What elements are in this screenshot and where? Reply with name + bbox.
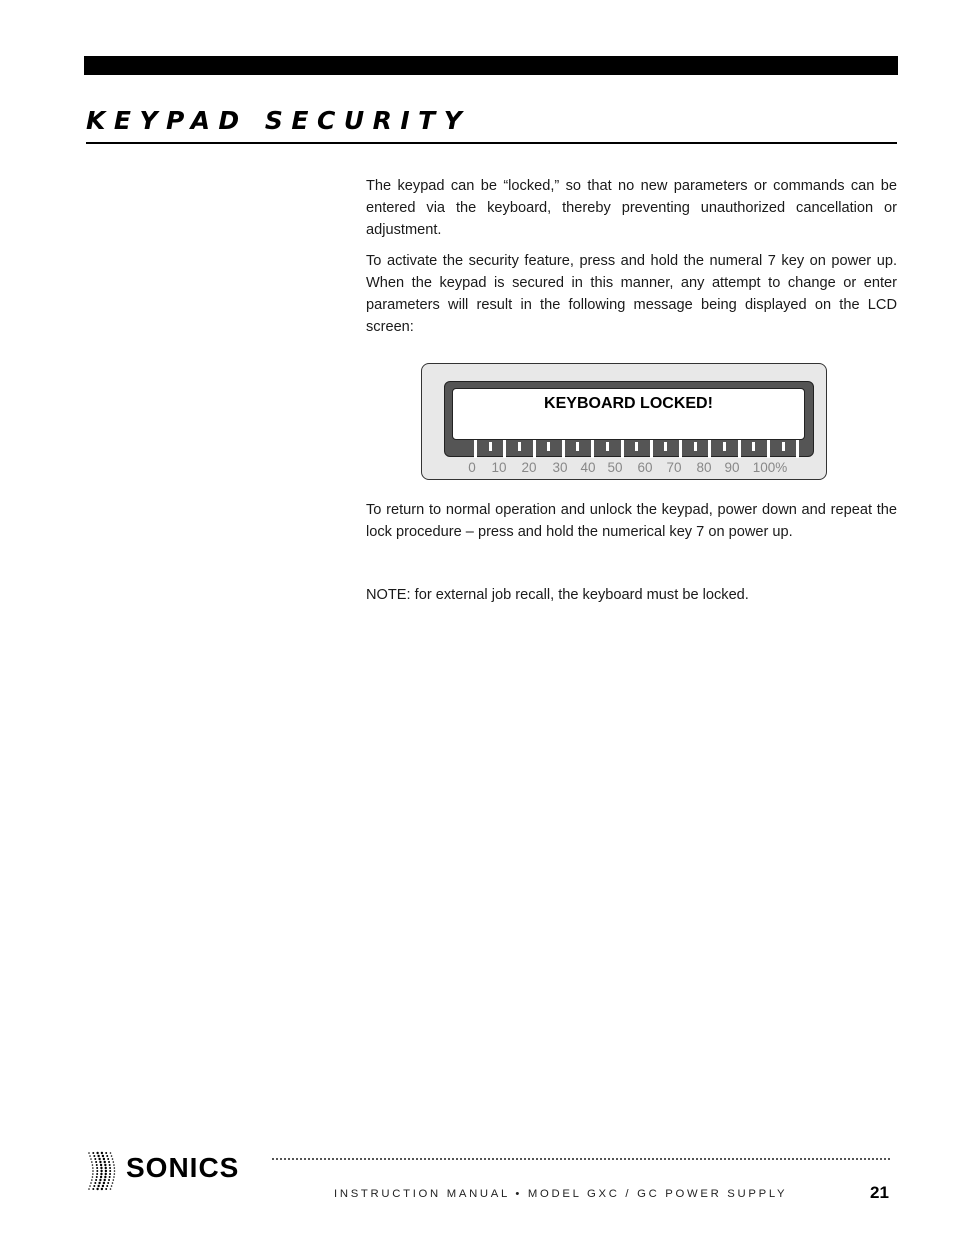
lcd-long-tick <box>503 440 506 458</box>
page-title: KEYPAD SECURITY <box>86 106 471 135</box>
lcd-short-tick <box>694 442 697 451</box>
lcd-long-tick <box>679 440 682 458</box>
lcd-scale-label: 40 <box>580 460 596 475</box>
lcd-long-tick <box>796 440 799 458</box>
lcd-scale-label: 100% <box>752 460 788 475</box>
lcd-scale-label: 10 <box>491 460 507 475</box>
lcd-short-tick <box>635 442 638 451</box>
lcd-short-tick <box>664 442 667 451</box>
lcd-scale-label: 90 <box>724 460 740 475</box>
lcd-short-tick <box>489 442 492 451</box>
lcd-long-tick <box>621 440 624 458</box>
lcd-long-tick <box>562 440 565 458</box>
lcd-long-tick <box>533 440 536 458</box>
lcd-frame <box>444 381 814 457</box>
lcd-scale-label: 70 <box>666 460 682 475</box>
lcd-long-tick <box>474 440 477 458</box>
page-number: 21 <box>870 1183 889 1202</box>
lcd-long-tick <box>591 440 594 458</box>
footer-dotted-rule <box>272 1158 890 1160</box>
lcd-long-tick <box>650 440 653 458</box>
sonics-logo-icon <box>86 1150 122 1192</box>
lcd-screen <box>452 388 805 440</box>
lcd-short-tick <box>723 442 726 451</box>
lcd-scale-label: 30 <box>552 460 568 475</box>
lcd-long-tick <box>738 440 741 458</box>
lcd-scale-label: 50 <box>607 460 623 475</box>
footer-text: INSTRUCTION MANUAL • MODEL GXC / GC POWER SUPPLY <box>334 1188 788 1200</box>
title-rule <box>86 142 897 144</box>
lcd-message: KEYBOARD LOCKED! <box>544 395 713 412</box>
paragraph-2: To activate the security feature, press and hold the numeral 7 key on power up. When the keypad is secured in this manner, any attempt to change or enter parameters will result in the following message being displayed on the LCD screen: <box>366 253 897 335</box>
lcd-display-illustration <box>421 363 827 480</box>
paragraph-1: The keypad can be “locked,” so that no new parameters or commands can be entered via the keyboard, thereby preventing unauthorized cancellation or adjustment. <box>366 178 897 238</box>
lcd-scale-label: 20 <box>521 460 537 475</box>
paragraph-4-note: NOTE: for external job recall, the keyboard must be locked. <box>366 587 749 603</box>
lcd-short-tick <box>547 442 550 451</box>
lcd-scale-label: 0 <box>468 460 476 475</box>
lcd-long-tick <box>767 440 770 458</box>
lcd-short-tick <box>576 442 579 451</box>
lcd-scale-label: 60 <box>637 460 653 475</box>
lcd-short-tick <box>606 442 609 451</box>
brand-logo-text: SONICS <box>126 1152 240 1183</box>
lcd-scale-label: 80 <box>696 460 712 475</box>
paragraph-3: To return to normal operation and unlock the keypad, power down and repeat the lock procedure – press and hold the numerical key 7 on power up. <box>366 502 897 540</box>
lcd-short-tick <box>782 442 785 451</box>
lcd-short-tick <box>518 442 521 451</box>
lcd-short-tick <box>752 442 755 451</box>
lcd-long-tick <box>708 440 711 458</box>
header-bar <box>84 56 898 75</box>
